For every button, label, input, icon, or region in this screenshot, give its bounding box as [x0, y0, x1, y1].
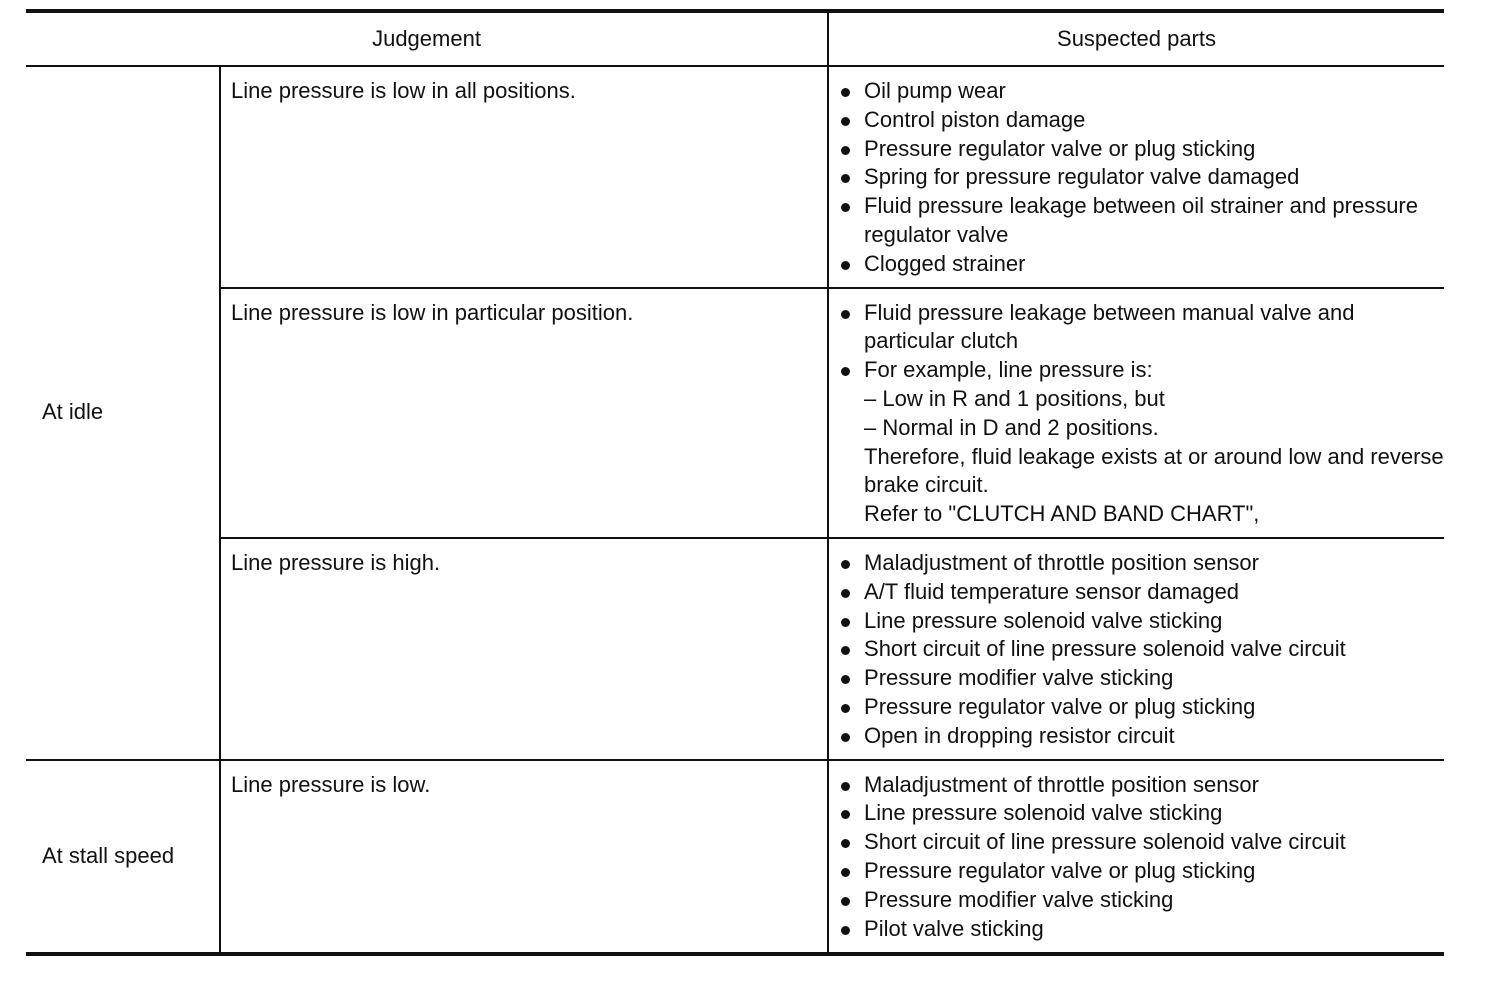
parts-list	[839, 771, 1444, 944]
part-text: Oil pump wear	[864, 78, 1006, 103]
part-text: Pressure regulator valve or plug sticking	[864, 857, 1256, 883]
bullet-icon	[841, 174, 850, 183]
bullet-icon	[841, 618, 850, 627]
judgement-cell: Line pressure is low in particular position.	[220, 288, 828, 538]
condition-at-stall-speed: At stall speed	[26, 760, 220, 954]
diagnosis-table-container	[26, 9, 1444, 956]
part-text: Fluid pressure leakage between manual valve and particular clutch	[864, 299, 1355, 354]
part-text: Open in dropping resistor circuit	[864, 722, 1175, 748]
bullet-icon	[841, 88, 850, 97]
example-line: – Normal in D and 2 positions.	[864, 414, 1159, 440]
parts-list	[839, 549, 1444, 751]
judgement-cell: Line pressure is low in all positions.	[220, 66, 828, 288]
bullet-icon	[841, 560, 850, 569]
list-item	[839, 771, 1444, 800]
table-row	[26, 288, 1444, 538]
table-header-row	[26, 11, 1444, 66]
part-text: Pressure modifier valve sticking	[864, 886, 1174, 912]
part-text: Pressure modifier valve sticking	[864, 665, 1174, 691]
suspected-parts-cell	[828, 66, 1444, 288]
suspected-parts-cell	[828, 538, 1444, 760]
part-text: Fluid pressure leakage between oil strainer and pressure regulator valve	[864, 193, 1418, 247]
example-line: – Low in R and 1 positions, but	[864, 385, 1165, 411]
example-conclusion: Therefore, fluid leakage exists at or around low and reverse brake circuit.	[864, 443, 1444, 498]
list-item	[839, 299, 1444, 357]
part-text: Pressure regulator valve or plug sticking	[864, 693, 1256, 719]
list-item	[839, 77, 1444, 106]
part-text: Short circuit of line pressure solenoid valve circuit	[864, 829, 1346, 855]
part-text: Maladjustment of throttle position sensor	[864, 771, 1259, 797]
list-item	[839, 799, 1444, 828]
part-text: Line pressure solenoid valve sticking	[864, 607, 1223, 633]
list-item	[839, 915, 1444, 944]
list-item	[839, 857, 1444, 886]
suspected-parts-header: Suspected parts	[828, 11, 1444, 66]
bullet-icon	[841, 203, 850, 212]
list-item	[839, 356, 1444, 529]
line-pressure-diagnosis-table	[26, 9, 1444, 956]
table-row	[26, 538, 1444, 760]
bullet-icon	[841, 675, 850, 684]
list-item	[839, 635, 1444, 664]
condition-at-idle: At idle	[26, 66, 220, 760]
example-reference: Refer to "CLUTCH AND BAND CHART",	[864, 501, 1260, 527]
list-item	[839, 135, 1444, 164]
bullet-icon	[841, 839, 850, 848]
list-item	[839, 163, 1444, 192]
list-item	[839, 192, 1444, 250]
part-text: Line pressure solenoid valve sticking	[864, 800, 1223, 826]
bullet-icon	[841, 782, 850, 791]
list-item	[839, 607, 1444, 636]
part-text: A/T fluid temperature sensor damaged	[864, 578, 1240, 604]
bullet-icon	[841, 733, 850, 742]
part-text: Control piston damage	[864, 106, 1086, 132]
table-row	[26, 66, 1444, 288]
list-item	[839, 250, 1444, 279]
bullet-icon	[841, 868, 850, 877]
part-text: Clogged strainer	[864, 250, 1026, 276]
parts-list	[839, 77, 1444, 279]
part-text: Pilot valve sticking	[864, 915, 1044, 941]
bullet-icon	[841, 146, 850, 155]
part-text: For example, line pressure is:	[864, 357, 1153, 383]
bullet-icon	[841, 367, 850, 376]
bullet-icon	[841, 117, 850, 126]
list-item	[839, 106, 1444, 135]
suspected-parts-cell	[828, 288, 1444, 538]
list-item	[839, 722, 1444, 751]
list-item	[839, 578, 1444, 607]
part-text: Short circuit of line pressure solenoid valve circuit	[864, 636, 1346, 662]
bullet-icon	[841, 926, 850, 935]
judgement-header: Judgement	[26, 11, 828, 66]
suspected-parts-cell	[828, 760, 1444, 954]
bullet-icon	[841, 897, 850, 906]
part-text: Maladjustment of throttle position sensor	[864, 549, 1259, 575]
bullet-icon	[841, 646, 850, 655]
bullet-icon	[841, 310, 850, 319]
list-item	[839, 886, 1444, 915]
list-item	[839, 549, 1444, 578]
table-row	[26, 760, 1444, 954]
list-item	[839, 693, 1444, 722]
judgement-cell: Line pressure is high.	[220, 538, 828, 760]
judgement-cell: Line pressure is low.	[220, 760, 828, 954]
bullet-icon	[841, 589, 850, 598]
list-item	[839, 828, 1444, 857]
part-text: Pressure regulator valve or plug sticking	[864, 135, 1256, 161]
parts-list	[839, 299, 1444, 529]
bullet-icon	[841, 810, 850, 819]
bullet-icon	[841, 704, 850, 713]
bullet-icon	[841, 261, 850, 270]
part-text: Spring for pressure regulator valve damaged	[864, 164, 1300, 190]
list-item	[839, 664, 1444, 693]
